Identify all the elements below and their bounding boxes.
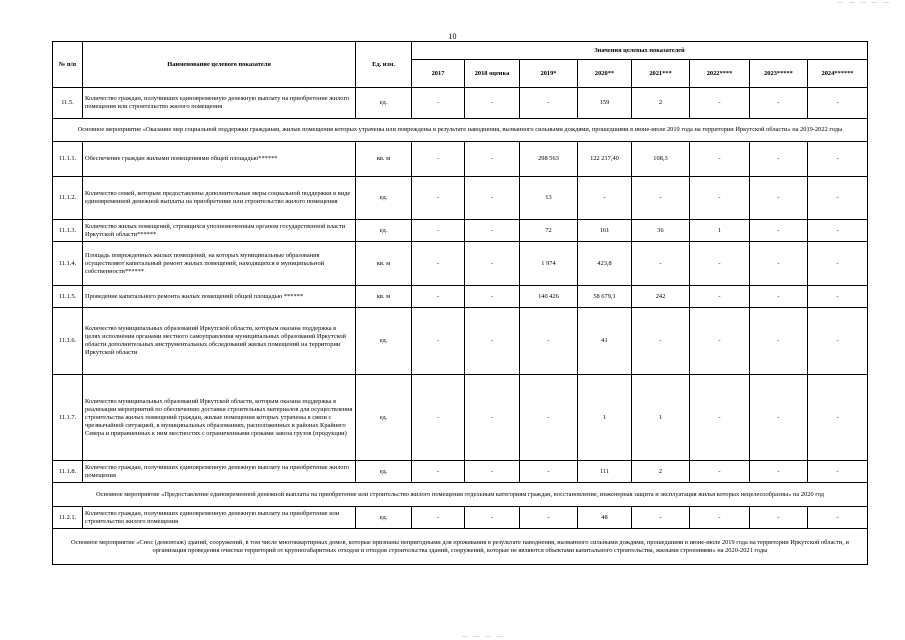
value-cell: - bbox=[520, 507, 578, 529]
value-cell: - bbox=[412, 177, 465, 220]
value-cell: - bbox=[690, 507, 750, 529]
scan-marks-bottom: — — — — bbox=[462, 634, 505, 640]
value-cell: - bbox=[632, 308, 690, 375]
unit-cell: кв. м bbox=[356, 242, 412, 286]
unit-cell: ед. bbox=[356, 375, 412, 461]
value-cell: - bbox=[632, 507, 690, 529]
value-cell: 2 bbox=[632, 88, 690, 119]
value-cell: - bbox=[808, 177, 868, 220]
value-cell: - bbox=[520, 88, 578, 119]
indicators-table bbox=[52, 41, 868, 565]
value-cell: - bbox=[808, 461, 868, 483]
indicator-name: Проведение капитального ремонта жилых помещений общей площадью ****** bbox=[83, 286, 356, 308]
value-cell: - bbox=[465, 308, 520, 375]
value-cell: 1 974 bbox=[520, 242, 578, 286]
value-cell: - bbox=[632, 177, 690, 220]
row-number: 11.5. bbox=[53, 88, 83, 119]
value-cell: - bbox=[412, 461, 465, 483]
row-number: 11.1.3. bbox=[53, 220, 83, 242]
value-cell: - bbox=[690, 286, 750, 308]
value-cell: 423,8 bbox=[578, 242, 632, 286]
header-year: 2020** bbox=[578, 60, 632, 88]
unit-cell: ед. bbox=[356, 461, 412, 483]
value-cell: - bbox=[808, 142, 868, 177]
value-cell: - bbox=[690, 142, 750, 177]
value-cell: - bbox=[465, 88, 520, 119]
value-cell: 298 563 bbox=[520, 142, 578, 177]
value-cell: - bbox=[465, 286, 520, 308]
unit-cell: ед. bbox=[356, 88, 412, 119]
header-num: № п/п bbox=[53, 42, 83, 88]
header-year: 2023***** bbox=[750, 60, 808, 88]
value-cell: - bbox=[750, 461, 808, 483]
table-header bbox=[53, 42, 868, 88]
scan-marks-top: — — — — — bbox=[837, 0, 891, 6]
section-title: Основное мероприятие «Оказание мер социальной поддержки гражданам, жилые помещения которых утрачены или повреждены в результате наводнения, вызванного сильными дождями, прошедшими в июне-июле 2019 года на территории Иркутской области» на 2019-2022 годы bbox=[53, 119, 868, 142]
table-row bbox=[53, 461, 868, 483]
value-cell: - bbox=[808, 308, 868, 375]
value-cell: - bbox=[808, 286, 868, 308]
indicator-name: Количество граждан, получивших единовременную денежную выплату на приобретение или строительство жилого помещения bbox=[83, 507, 356, 529]
value-cell: - bbox=[412, 375, 465, 461]
value-cell: 13 bbox=[520, 177, 578, 220]
value-cell: - bbox=[465, 461, 520, 483]
header-year: 2017 bbox=[412, 60, 465, 88]
section-row bbox=[53, 483, 868, 507]
value-cell: 242 bbox=[632, 286, 690, 308]
unit-cell: кв. м bbox=[356, 286, 412, 308]
indicator-name: Количество граждан, получивших единовременную денежную выплату на приобретение жилого помещения или строительство жилого помещения bbox=[83, 88, 356, 119]
value-cell: - bbox=[690, 177, 750, 220]
header-year: 2018 оценка bbox=[465, 60, 520, 88]
header-year: 2024****** bbox=[808, 60, 868, 88]
value-cell: - bbox=[690, 375, 750, 461]
value-cell: - bbox=[690, 242, 750, 286]
value-cell: - bbox=[520, 461, 578, 483]
value-cell: - bbox=[808, 242, 868, 286]
table-body bbox=[53, 88, 868, 565]
value-cell: - bbox=[412, 142, 465, 177]
value-cell: - bbox=[465, 507, 520, 529]
header-year: 2019* bbox=[520, 60, 578, 88]
value-cell: 161 bbox=[578, 220, 632, 242]
value-cell: 1 bbox=[690, 220, 750, 242]
value-cell: - bbox=[808, 220, 868, 242]
section-title: Основное мероприятие «Снос (демонтаж) зданий, сооружений, в том числе многоквартирных домов, которые признаны непригодными для проживания в результате наводнения, вызванного сильными дождями, прошедшими в июне-июле 2019 года на территории Иркутской области, и организация проведения очистки территорий от крупногабаритных отходов и отходов строительства зданий, сооружений, которые не являются объектами капитального строительства, жилыми строениями» на 2020-2021 годы bbox=[53, 529, 868, 565]
indicator-name: Количество граждан, получивших единовременную денежную выплату на приобретение жилого помещения bbox=[83, 461, 356, 483]
unit-cell: кв. м bbox=[356, 142, 412, 177]
value-cell: - bbox=[750, 177, 808, 220]
value-cell: 41 bbox=[578, 308, 632, 375]
value-cell: 140 426 bbox=[520, 286, 578, 308]
table-row bbox=[53, 286, 868, 308]
unit-cell: ед. bbox=[356, 177, 412, 220]
row-number: 11.1.8. bbox=[53, 461, 83, 483]
row-number: 11.1.2. bbox=[53, 177, 83, 220]
value-cell: - bbox=[750, 308, 808, 375]
indicator-name: Количество муниципальных образований Иркутской области, которым оказана поддержка в реализации мероприятий по обеспечению доставки строительных материалов для осуществления строительства жилых помещений граждан, жилые помещения которых утрачены в связи с чрезвычайной ситуацией, в муниципальных образованиях, расположенных в районах Крайнего Севера и приравненных к ним местностях с ограниченными сроками завоза грузов (продукции) bbox=[83, 375, 356, 461]
value-cell: 2 bbox=[632, 461, 690, 483]
value-cell: - bbox=[465, 375, 520, 461]
row-number: 11.1.6. bbox=[53, 308, 83, 375]
header-name: Наименование целевого показателя bbox=[83, 42, 356, 88]
value-cell: - bbox=[750, 507, 808, 529]
header-year: 2021*** bbox=[632, 60, 690, 88]
row-number: 11.1.5. bbox=[53, 286, 83, 308]
table-row bbox=[53, 142, 868, 177]
unit-cell: ед. bbox=[356, 220, 412, 242]
value-cell: - bbox=[808, 375, 868, 461]
value-cell: - bbox=[632, 242, 690, 286]
indicator-name: Количество жилых помещений, строящихся уполномоченным органом государственной власти Иркутской области****** bbox=[83, 220, 356, 242]
value-cell: - bbox=[750, 88, 808, 119]
value-cell: - bbox=[750, 220, 808, 242]
header-unit: Ед. изм. bbox=[356, 42, 412, 88]
value-cell: - bbox=[412, 507, 465, 529]
value-cell: 1 bbox=[632, 375, 690, 461]
value-cell: 58 679,1 bbox=[578, 286, 632, 308]
value-cell: - bbox=[750, 375, 808, 461]
value-cell: - bbox=[750, 242, 808, 286]
value-cell: 48 bbox=[578, 507, 632, 529]
value-cell: 1 bbox=[578, 375, 632, 461]
row-number: 11.1.1. bbox=[53, 142, 83, 177]
header-values-group: Значения целевых показателей bbox=[412, 42, 868, 60]
value-cell: - bbox=[412, 242, 465, 286]
value-cell: - bbox=[750, 142, 808, 177]
unit-cell: ед. bbox=[356, 308, 412, 375]
value-cell: - bbox=[808, 88, 868, 119]
row-number: 11.2.1. bbox=[53, 507, 83, 529]
section-row bbox=[53, 119, 868, 142]
value-cell: - bbox=[808, 507, 868, 529]
table-row bbox=[53, 375, 868, 461]
table-row bbox=[53, 177, 868, 220]
value-cell: - bbox=[412, 286, 465, 308]
value-cell: 122 217,40 bbox=[578, 142, 632, 177]
unit-cell: ед. bbox=[356, 507, 412, 529]
value-cell: - bbox=[412, 220, 465, 242]
section-row bbox=[53, 529, 868, 565]
row-number: 11.1.4. bbox=[53, 242, 83, 286]
value-cell: - bbox=[465, 242, 520, 286]
header-year: 2022**** bbox=[690, 60, 750, 88]
value-cell: - bbox=[412, 308, 465, 375]
value-cell: 159 bbox=[578, 88, 632, 119]
section-title: Основное мероприятие «Предоставление единовременной денежной выплаты на приобретение или строительство жилого помещения отдельным категориям граждан, восстановление, инженерная защита и эксплуатация жилья которых нецелесообразны» на 2020 год bbox=[53, 483, 868, 507]
value-cell: 36 bbox=[632, 220, 690, 242]
indicators-table-container bbox=[52, 41, 867, 565]
row-number: 11.1.7. bbox=[53, 375, 83, 461]
value-cell: - bbox=[520, 308, 578, 375]
value-cell: 108,3 bbox=[632, 142, 690, 177]
value-cell: - bbox=[690, 88, 750, 119]
table-row bbox=[53, 88, 868, 119]
value-cell: 111 bbox=[578, 461, 632, 483]
indicator-name: Количество семей, которым предоставлены дополнительные меры социальной поддержки в виде единовременной денежной выплаты на приобретение или строительство жилого помещения bbox=[83, 177, 356, 220]
value-cell: - bbox=[412, 88, 465, 119]
value-cell: 72 bbox=[520, 220, 578, 242]
indicator-name: Площадь поврежденных жилых помещений, на которых муниципальные образования осуществляют капитальный ремонт жилых помещений, находящихся в муниципальной собственности****** bbox=[83, 242, 356, 286]
value-cell: - bbox=[465, 142, 520, 177]
value-cell: - bbox=[578, 177, 632, 220]
table-row bbox=[53, 220, 868, 242]
table-row bbox=[53, 308, 868, 375]
value-cell: - bbox=[690, 308, 750, 375]
value-cell: - bbox=[690, 461, 750, 483]
table-row bbox=[53, 242, 868, 286]
table-row bbox=[53, 507, 868, 529]
value-cell: - bbox=[465, 177, 520, 220]
value-cell: - bbox=[465, 220, 520, 242]
value-cell: - bbox=[750, 286, 808, 308]
page-number: 10 bbox=[448, 32, 457, 41]
value-cell: - bbox=[520, 375, 578, 461]
indicator-name: Обеспечение граждан жилыми помещениями общей площадью****** bbox=[83, 142, 356, 177]
indicator-name: Количество муниципальных образований Иркутской области, которым оказана поддержка в целях исполнения органами местного самоуправления муниципальных образований Иркутской области дополнительных инструментальных обследований жилых помещений на территории Иркутской области bbox=[83, 308, 356, 375]
